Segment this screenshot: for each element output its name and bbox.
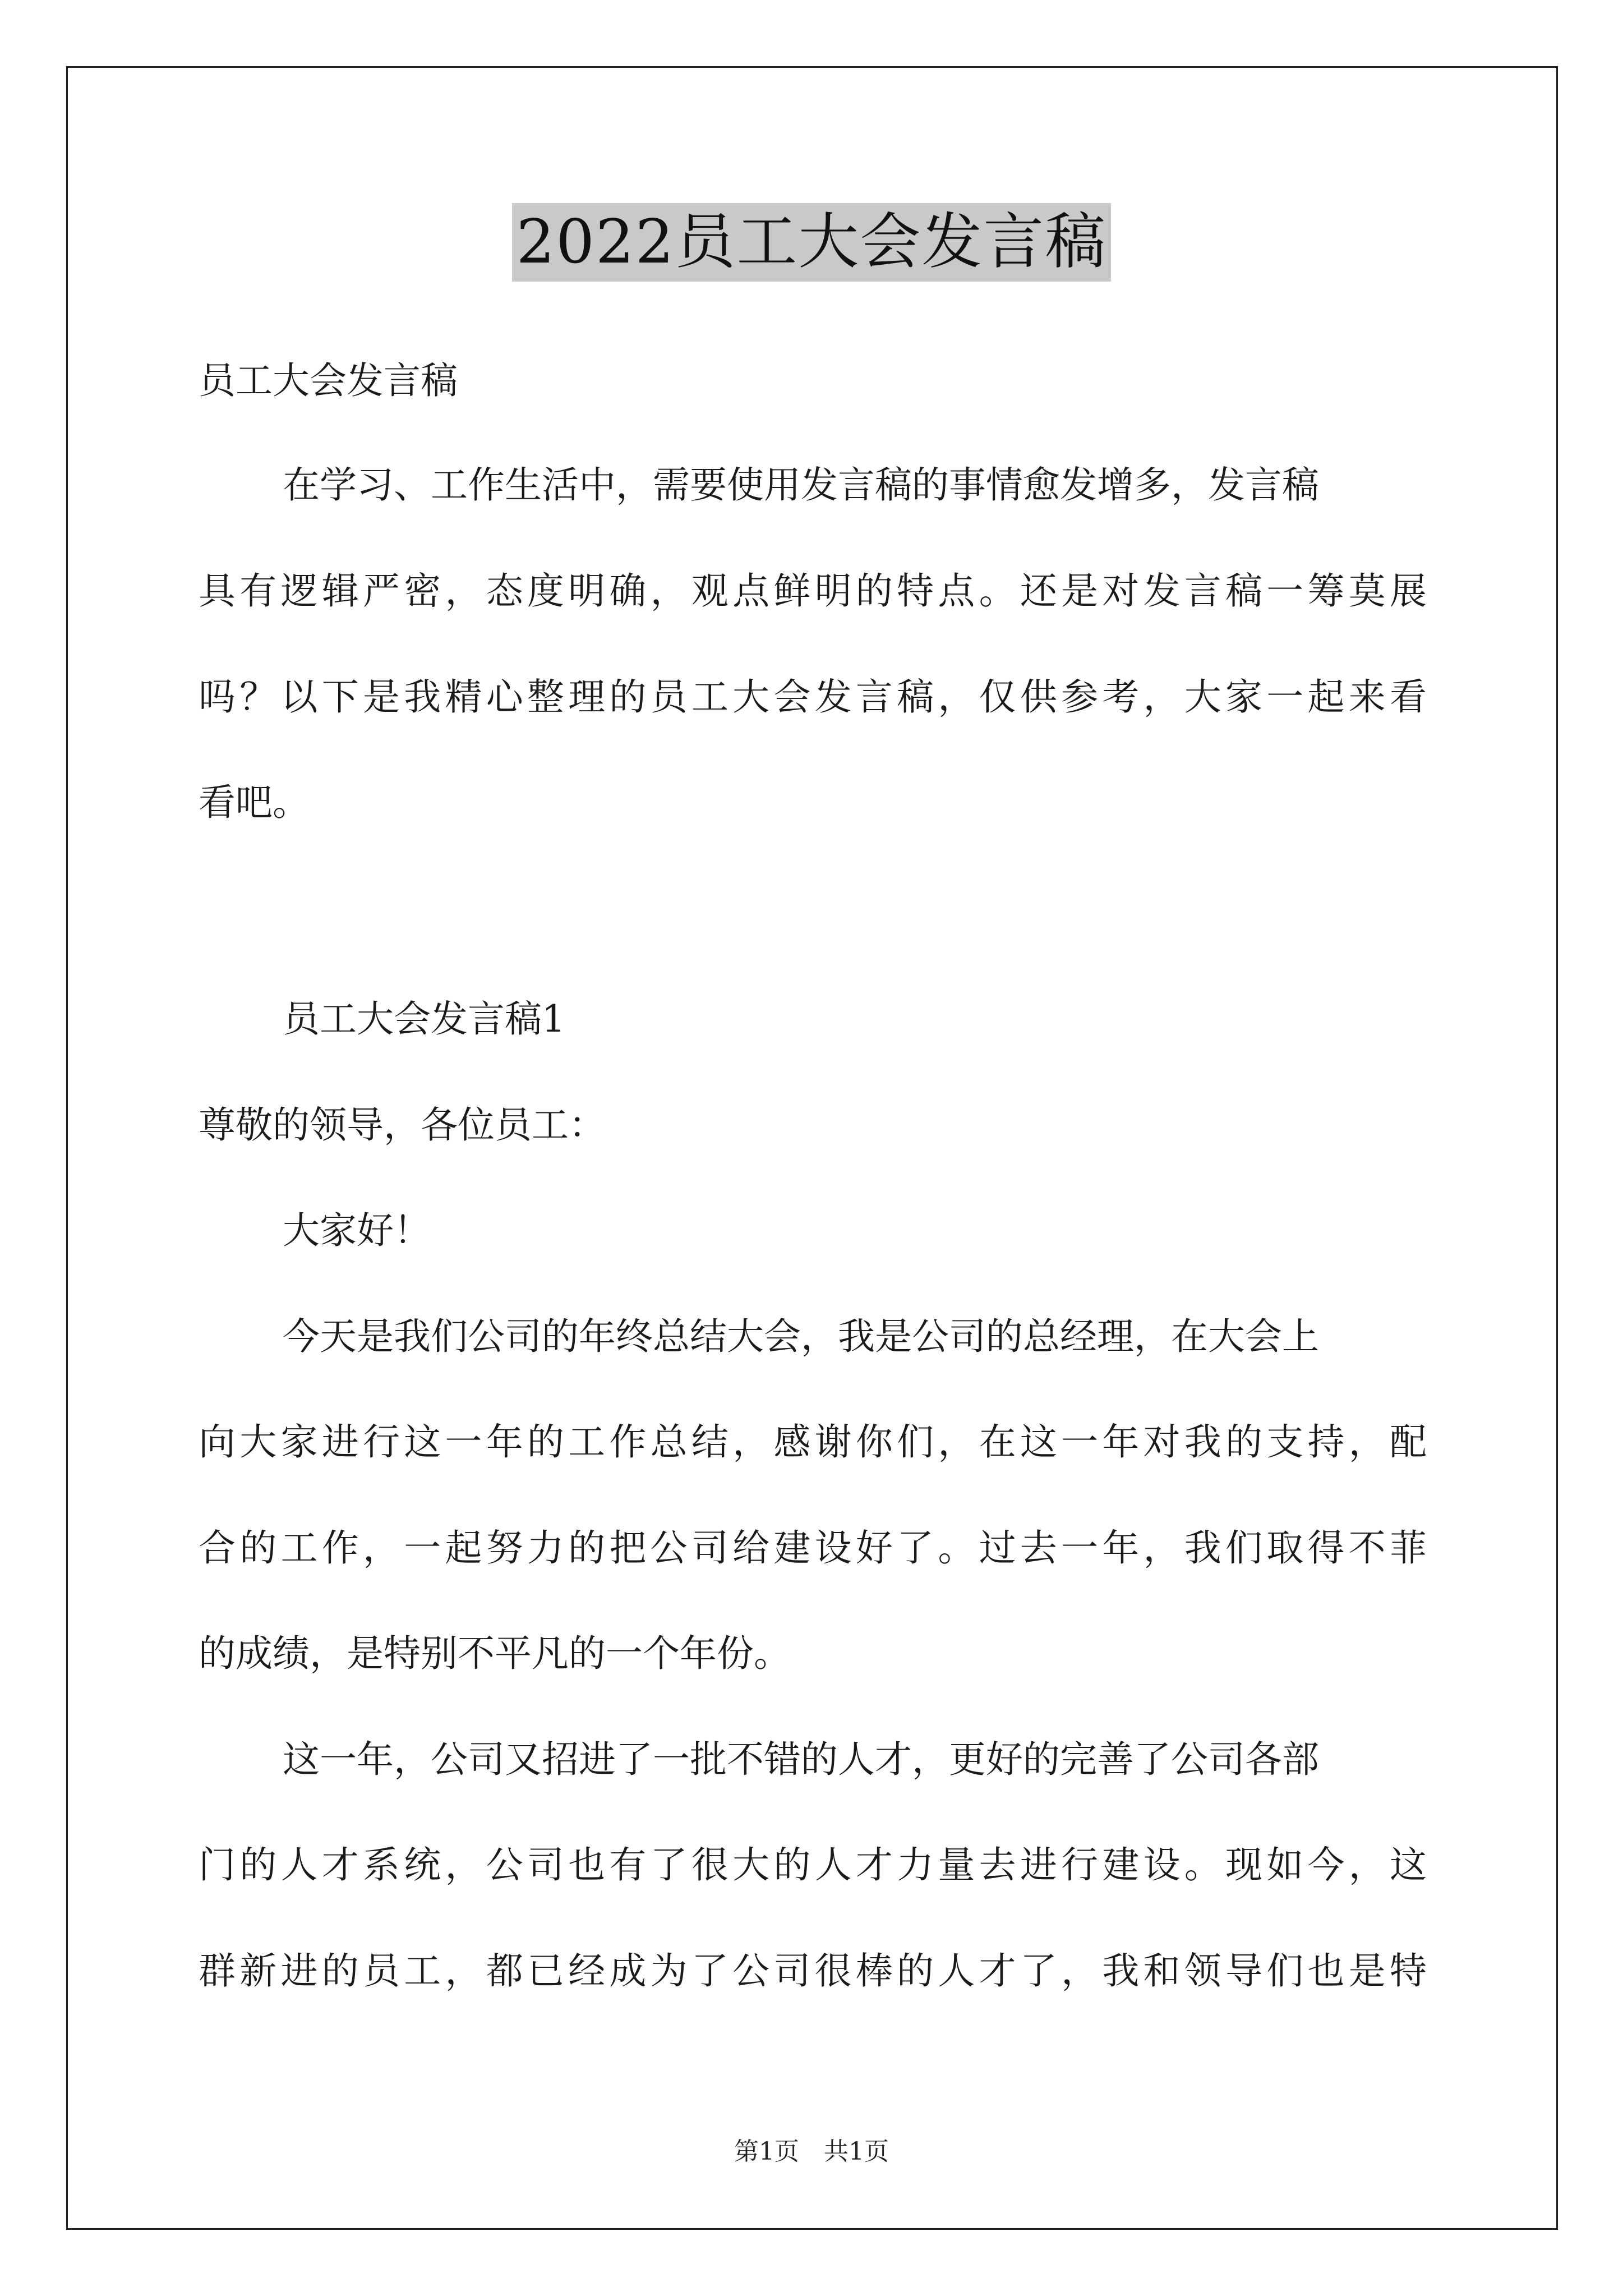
subtitle-line: 员工大会发言稿 — [199, 359, 458, 402]
paragraph-line: 今天是我们公司的年终总结大会，我是公司的总经理，在大会上 — [283, 1315, 1319, 1358]
paragraph-line: 向大家进行这一年的工作总结，感谢你们，在这一年对我的支持，配 — [199, 1420, 1427, 1464]
paragraph-line: 的成绩，是特别不平凡的一个年份。 — [199, 1632, 791, 1675]
paragraph-line: 门的人才系统，公司也有了很大的人才力量去进行建设。现如今，这 — [199, 1843, 1427, 1887]
title-container — [0, 203, 1623, 282]
paragraph-line: 这一年，公司又招进了一批不错的人才，更好的完善了公司各部 — [283, 1738, 1319, 1781]
paragraph-line: 群新进的员工，都已经成为了公司很棒的人才了，我和领导们也是特 — [199, 1949, 1427, 1993]
document-title: 2022员工大会发言稿 — [512, 203, 1112, 282]
section-heading: 员工大会发言稿1 — [283, 997, 565, 1041]
paragraph-line: 看吧。 — [199, 781, 310, 824]
salutation-line: 尊敬的领导，各位员工： — [199, 1103, 606, 1147]
paragraph-line: 具有逻辑严密，态度明确，观点鲜明的特点。还是对发言稿一筹莫展 — [199, 569, 1427, 613]
page-footer: 第1页 共1页 — [734, 2137, 889, 2166]
paragraph-line: 吗？以下是我精心整理的员工大会发言稿，仅供参考，大家一起来看 — [199, 675, 1427, 719]
greeting-line: 大家好！ — [283, 1209, 431, 1252]
paragraph-line: 合的工作，一起努力的把公司给建设好了。过去一年，我们取得不菲 — [199, 1526, 1427, 1570]
paragraph-line: 在学习、工作生活中，需要使用发言稿的事情愈发增多，发言稿 — [283, 463, 1319, 507]
